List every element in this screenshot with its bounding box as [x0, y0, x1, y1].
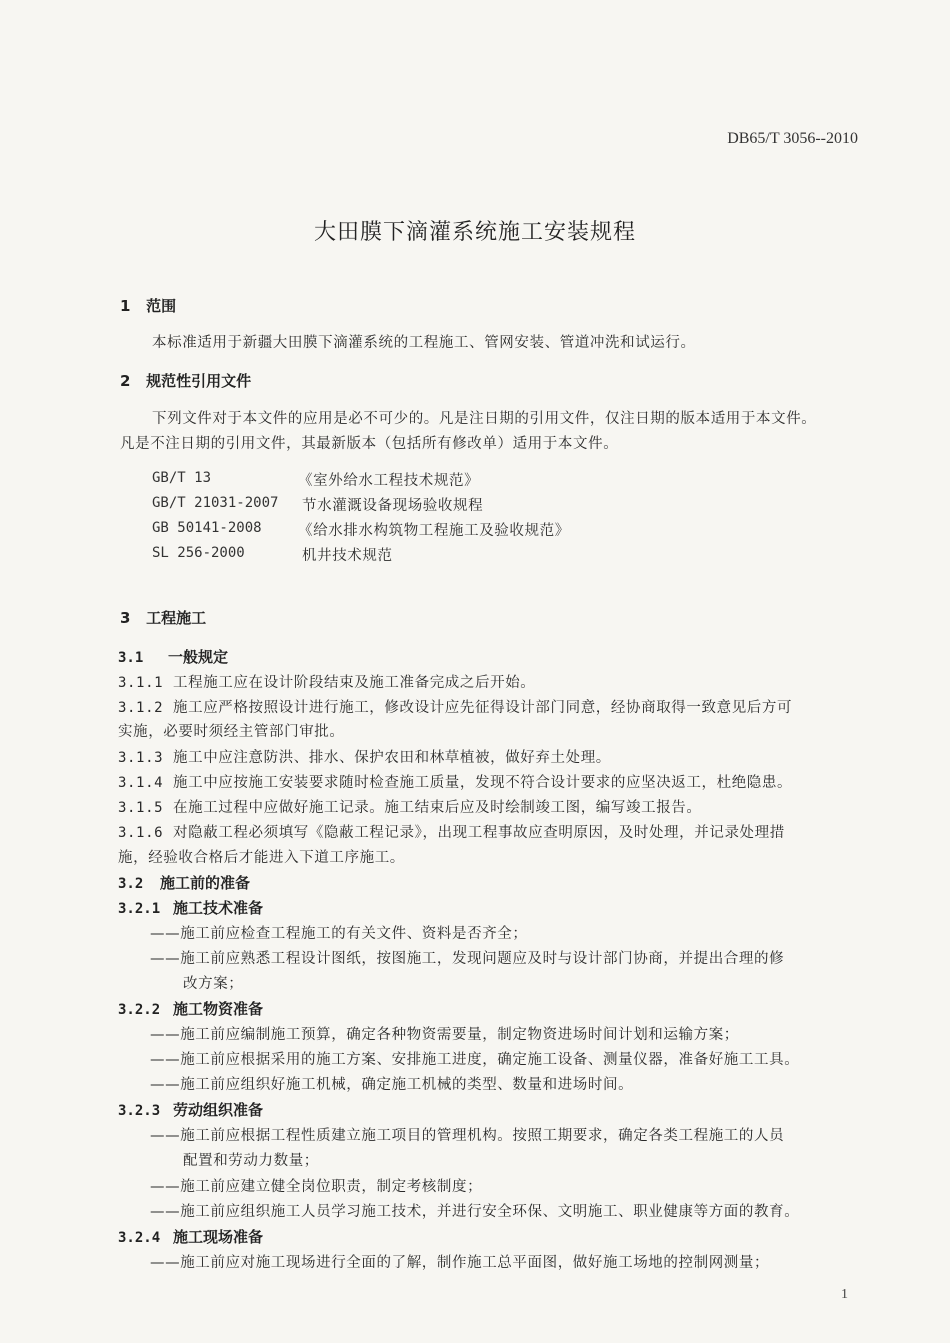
reference-name: 《给水排水构筑物工程施工及验收规范》 — [298, 523, 570, 539]
clause-number: 3.2.2 — [118, 1002, 161, 1018]
clause-3-1-6-continued: 施，经验收合格后才能进入下道工序施工。 — [118, 850, 405, 866]
list-item: ——施工前应检查工程施工的有关文件、资料是否齐全； — [150, 926, 528, 942]
clause-3-2-3-heading — [118, 1099, 263, 1120]
clause-3-1-5 — [118, 796, 702, 817]
clause-3-1-2-continued: 实施，必要时须经主管部门审批。 — [118, 724, 345, 740]
clause-number: 3.1.2 — [118, 700, 164, 716]
section-2-body-line1: 下列文件对于本文件的应用是必不可少的。凡是注日期的引用文件，仅注日期的版本适用于本文件。 — [152, 411, 817, 427]
section-2-body-line2: 凡是不注日期的引用文件，其最新版本（包括所有修改单）适用于本文件。 — [120, 436, 619, 452]
clause-text: 施工中应按施工安装要求随时检查施工质量，发现不符合设计要求的应坚决返工，杜绝隐患。 — [173, 775, 793, 791]
page-number: 1 — [841, 1287, 848, 1302]
reference-name: 《室外给水工程技术规范》 — [298, 473, 480, 489]
list-item: ——施工前应组织施工人员学习施工技术，并进行安全环保、文明施工、职业健康等方面的教育。 — [150, 1204, 800, 1220]
clause-title: 施工现场准备 — [173, 1228, 264, 1246]
list-item: ——施工前应建立健全岗位职责，制定考核制度； — [150, 1179, 483, 1195]
clause-3-1-4 — [118, 771, 792, 792]
clause-title: 劳动组织准备 — [173, 1101, 264, 1119]
clause-number: 3.1 — [118, 650, 144, 666]
list-item: ——施工前应对施工现场进行全面的了解，制作施工总平面图，做好施工场地的控制网测量； — [150, 1255, 770, 1271]
reference-code: SL 256-2000 — [152, 545, 245, 561]
section-2-heading — [120, 370, 251, 391]
clause-3-1-3 — [118, 746, 611, 767]
list-item-continued: 配置和劳动力数量； — [183, 1153, 319, 1169]
reference-code: GB/T 13 — [152, 470, 212, 486]
reference-name: 机井技术规范 — [302, 548, 393, 564]
clause-number: 3.2.1 — [118, 901, 161, 917]
section-title: 规范性引用文件 — [146, 372, 252, 390]
subsection-title: 一般规定 — [168, 648, 229, 666]
standard-code: DB65/T 3056--2010 — [727, 130, 858, 147]
list-item: ——施工前应组织好施工机械，确定施工机械的类型、数量和进场时间。 — [150, 1077, 634, 1093]
subsection-3-1-heading — [118, 646, 228, 667]
subsection-3-2-heading — [118, 872, 250, 893]
clause-number: 3.2 — [118, 876, 144, 892]
clause-title: 施工物资准备 — [173, 1000, 264, 1018]
reference-code: GB/T 21031-2007 — [152, 495, 279, 511]
clause-3-2-4-heading — [118, 1226, 263, 1247]
clause-text: 工程施工应在设计阶段结束及施工准备完成之后开始。 — [173, 675, 536, 691]
clause-number: 3.2.3 — [118, 1103, 161, 1119]
list-item: ——施工前应根据工程性质建立施工项目的管理机构。按照工期要求，确定各类工程施工的人员 — [150, 1128, 785, 1144]
clause-3-1-6 — [118, 821, 785, 842]
clause-3-1-2 — [118, 696, 792, 717]
reference-code: GB 50141-2008 — [152, 520, 262, 536]
subsection-title: 施工前的准备 — [160, 874, 251, 892]
section-number: 3 — [120, 609, 131, 627]
clause-3-2-1-heading — [118, 897, 263, 918]
clause-number: 3.1.4 — [118, 775, 164, 791]
clause-title: 施工技术准备 — [173, 899, 264, 917]
clause-text: 施工应严格按照设计进行施工，修改设计应先征得设计部门同意，经协商取得一致意见后方可 — [173, 700, 793, 716]
clause-3-1-1 — [118, 671, 535, 692]
clause-text: 在施工过程中应做好施工记录。施工结束后应及时绘制竣工图，编写竣工报告。 — [173, 800, 702, 816]
list-item: ——施工前应根据采用的施工方案、安排施工进度，确定施工设备、测量仪器，准备好施工工具。 — [150, 1052, 800, 1068]
clause-number: 3.1.3 — [118, 750, 164, 766]
clause-number: 3.1.5 — [118, 800, 164, 816]
section-title: 工程施工 — [146, 609, 207, 627]
list-item: ——施工前应熟悉工程设计图纸，按图施工，发现问题应及时与设计部门协商，并提出合理的修 — [150, 951, 785, 967]
section-number: 2 — [120, 372, 131, 390]
clause-text: 施工中应注意防洪、排水、保护农田和林草植被，做好弃土处理。 — [173, 750, 611, 766]
list-item: ——施工前应编制施工预算，确定各种物资需要量，制定物资进场时间计划和运输方案； — [150, 1027, 739, 1043]
clause-number: 3.1.1 — [118, 675, 164, 691]
clause-number: 3.2.4 — [118, 1230, 161, 1246]
clause-3-2-2-heading — [118, 998, 263, 1019]
section-1-heading — [120, 295, 176, 316]
clause-text: 对隐蔽工程必须填写《隐蔽工程记录》，出现工程事故应查明原因，及时处理，并记录处理措 — [173, 825, 785, 841]
reference-name: 节水灌溉设备现场验收规程 — [302, 498, 484, 514]
section-number: 1 — [120, 297, 131, 315]
section-title: 范围 — [146, 297, 177, 315]
list-item-continued: 改方案； — [183, 976, 244, 992]
document-title: 大田膜下滴灌系统施工安装规程 — [313, 220, 636, 245]
section-3-heading — [120, 607, 206, 628]
section-1-body: 本标准适用于新疆大田膜下滴灌系统的工程施工、管网安装、管道冲洗和试运行。 — [152, 335, 696, 351]
clause-number: 3.1.6 — [118, 825, 164, 841]
